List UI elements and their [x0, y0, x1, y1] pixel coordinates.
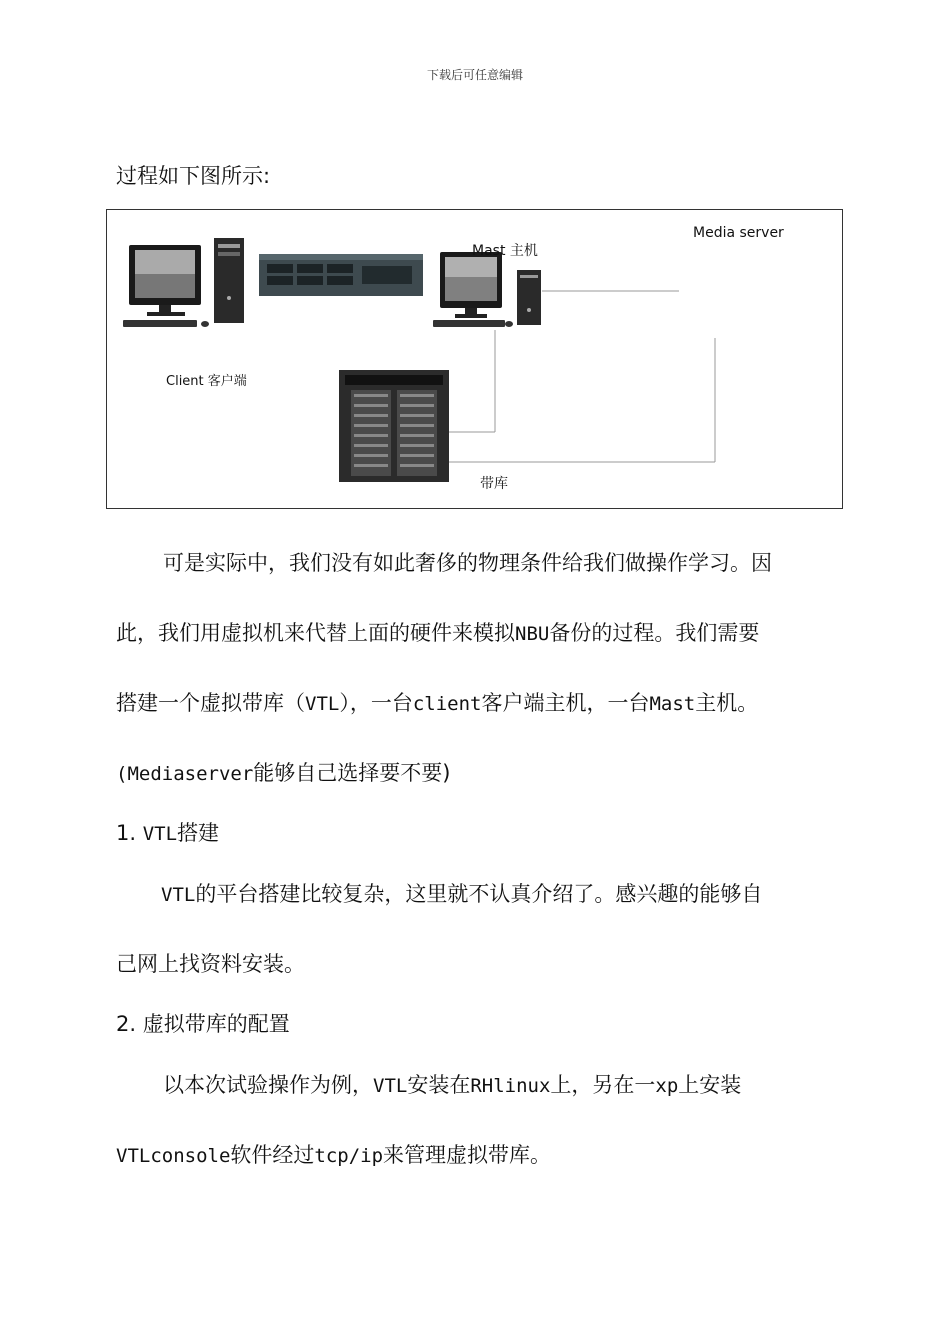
paragraph-2-line-1: [161, 878, 762, 908]
text-run: 上，另在一: [550, 1073, 656, 1097]
text-run: 主机。: [695, 691, 759, 715]
tape-library-label: 带库: [480, 476, 508, 492]
connection-lines: [447, 291, 715, 462]
text-run: ），一台: [339, 691, 413, 715]
section-heading-2: [116, 1008, 290, 1038]
heading-number: 1.: [116, 821, 137, 845]
text-run-mono: (Mediaserver: [116, 763, 254, 785]
text-run-mono: xp: [655, 1075, 679, 1097]
text-run-mono: client: [412, 693, 482, 715]
text-run: 安装在: [407, 1073, 471, 1097]
rack-server-icon: [259, 254, 423, 296]
paragraph-1-line-4: [116, 757, 450, 787]
text-run-mono: VTL: [161, 884, 196, 906]
text-run: 搭建一个虚拟带库（: [116, 691, 305, 715]
heading-number: 2.: [116, 1012, 137, 1036]
text-run-mono: RHlinux: [470, 1075, 551, 1097]
text-run-mono: VTLconsole: [116, 1145, 231, 1167]
paragraph-1-line-2: [116, 617, 759, 647]
text-run: 能够自己选择要不要): [253, 761, 451, 785]
section-heading-1: [116, 817, 219, 847]
text-run: 客户端主机，一台: [481, 691, 650, 715]
page-header: 下载后可任意编辑: [426, 68, 523, 82]
text-run: 此，我们用虚拟机来代替上面的硬件来模拟: [116, 621, 515, 645]
text-run: 的平台搭建比较复杂，这里就不认真介绍了。感兴趣的能够自: [195, 882, 763, 906]
mast-host-computer-icon: [433, 252, 541, 327]
paragraph-3-line-2: [116, 1139, 551, 1169]
client-label: Client 客户端: [166, 374, 247, 389]
client-computer-icon: [123, 238, 244, 327]
paragraph-2-line-2: 己网上找资料安装。: [116, 952, 305, 976]
text-run: 上安装: [678, 1073, 742, 1097]
text-run: 备份的过程。我们需要: [549, 621, 760, 645]
heading-text: 虚拟带库的配置: [142, 1012, 290, 1036]
heading-text: 搭建: [177, 821, 220, 845]
paragraph-1-line-1: 可是实际中，我们没有如此奢侈的物理条件给我们做操作学习。因: [163, 551, 772, 575]
media-server-label: Media server: [693, 225, 784, 241]
text-run-mono: Mast: [649, 693, 696, 715]
paragraph-3-line-1: [163, 1069, 741, 1099]
text-run-mono: VTL: [305, 693, 340, 715]
text-run-mono: tcp/ip: [314, 1145, 384, 1167]
text-run: 来管理虚拟带库。: [383, 1143, 552, 1167]
intro-text: 过程如下图所示:: [116, 164, 271, 188]
network-diagram: [106, 209, 843, 509]
text-run: 以本次试验操作为例，: [163, 1073, 373, 1097]
text-run-mono: VTL: [142, 823, 178, 845]
paragraph-1-line-3: [116, 687, 758, 717]
text-run-mono: VTL: [373, 1075, 408, 1097]
mast-host-label: Mast 主机: [472, 243, 538, 259]
tape-library-icon: [339, 370, 449, 482]
text-run: 软件经过: [230, 1143, 315, 1167]
text-run-mono: NBU: [515, 623, 550, 645]
